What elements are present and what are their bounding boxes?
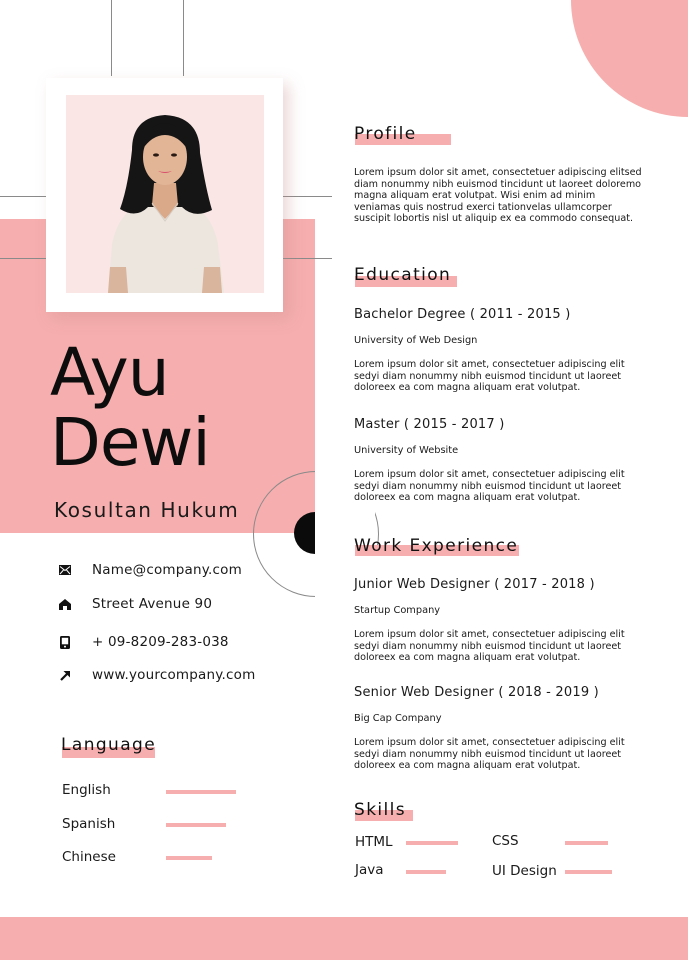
last-name: Dewi [50, 404, 210, 481]
work-heading [354, 536, 518, 556]
education-item-text: Lorem ipsum dolor sit amet, consectetuer adipiscing elit sedyi diam nonummy nibh euismod tincidunt ut laoreet doloreex ea com magna aliquam erat volutpat. [354, 469, 625, 504]
language-heading [61, 735, 156, 755]
skills-heading-text: Skills [354, 800, 407, 820]
education-heading [354, 265, 451, 285]
home-icon [58, 597, 72, 611]
language-item-chinese: Chinese [62, 849, 116, 865]
skills-heading [354, 800, 406, 820]
education-item-subtitle: University of Website [354, 445, 459, 456]
first-name: Ayu [50, 334, 169, 411]
skill-item-ui-design: UI Design [492, 863, 557, 879]
contact-website[interactable] [58, 667, 255, 683]
decor-dot-mask [315, 505, 345, 565]
education-heading-text: Education [354, 265, 452, 285]
language-item-spanish: Spanish [62, 816, 116, 832]
language-heading-text: Language [61, 735, 157, 755]
language-item-english: English [62, 782, 111, 798]
education-item-title: Master ( 2015 - 2017 ) [354, 417, 505, 432]
language-meter-english [166, 790, 236, 794]
work-item-subtitle: Big Cap Company [354, 713, 442, 724]
photo-frame [46, 78, 283, 312]
profile-text: Lorem ipsum dolor sit amet, consectetuer adipiscing elitsed diam nonummy nibh euismod tincidunt ut laoreet doloremo magna aliquam erat volutpat. Wisi enim ad minim veniamas quis nostrud exerci tationvelas ullamcorper suscipit lobortis nisl ut aliquip ex ea commodo consequat. [354, 167, 642, 225]
work-item-subtitle: Startup Company [354, 605, 441, 616]
contact-address [58, 596, 212, 612]
skill-item-css: CSS [492, 833, 519, 849]
profile-heading-text: Profile [354, 124, 417, 144]
work-item-text: Lorem ipsum dolor sit amet, consectetuer adipiscing elit sedyi diam nonummy nibh euismod tincidunt ut laoreet doloreex ea com magna aliquam erat volutpat. [354, 737, 625, 772]
work-item-title: Senior Web Designer ( 2018 - 2019 ) [354, 685, 599, 700]
decor-vertical-line-1 [111, 0, 112, 76]
skill-item-html: HTML [355, 834, 393, 850]
contact-website-text: www.yourcompany.com [92, 667, 256, 683]
work-heading-text: Work Experience [354, 536, 519, 556]
contact-email[interactable] [58, 562, 242, 578]
arrow-link-icon [58, 668, 72, 682]
language-meter-spanish [166, 823, 226, 827]
contact-address-text: Street Avenue 90 [92, 596, 213, 612]
job-title: Kosultan Hukum [54, 498, 240, 522]
phone-icon [58, 635, 72, 649]
education-item-subtitle: University of Web Design [354, 335, 478, 346]
profile-heading [354, 124, 417, 144]
skill-meter-java [406, 870, 446, 874]
footer-band [0, 917, 688, 960]
corner-quarter-circle [571, 0, 688, 117]
contact-phone-text: + 09-8209-283-038 [92, 634, 229, 650]
skill-item-java: Java [355, 862, 384, 878]
skill-meter-html [406, 841, 458, 845]
education-item-title: Bachelor Degree ( 2011 - 2015 ) [354, 307, 571, 322]
portrait-illustration [66, 95, 264, 293]
contact-phone[interactable] [58, 634, 229, 650]
language-meter-chinese [166, 856, 212, 860]
skill-meter-ui-design [565, 870, 612, 874]
contact-email-text: Name@company.com [92, 562, 242, 578]
decor-vertical-line-2 [183, 0, 184, 76]
education-item-text: Lorem ipsum dolor sit amet, consectetuer adipiscing elit sedyi diam nonummy nibh euismod tincidunt ut laoreet doloreex ea com magna aliquam erat volutpat. [354, 359, 625, 394]
mail-icon [58, 563, 72, 577]
work-item-text: Lorem ipsum dolor sit amet, consectetuer adipiscing elit sedyi diam nonummy nibh euismod tincidunt ut laoreet doloreex ea com magna aliquam erat volutpat. [354, 629, 625, 664]
work-item-title: Junior Web Designer ( 2017 - 2018 ) [354, 577, 595, 592]
profile-photo [66, 95, 264, 293]
skill-meter-css [565, 841, 608, 845]
